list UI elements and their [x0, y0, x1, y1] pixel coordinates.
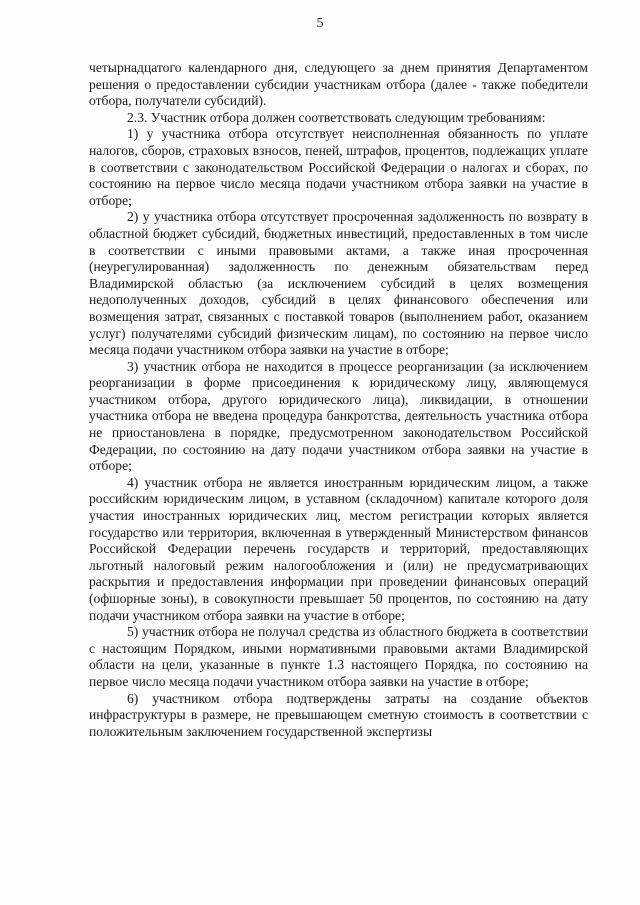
paragraph-item-1: 1) у участника отбора отсутствует неисполненная обязанность по уплате налогов, сборов, страховых взносов, пеней, штрафов, процентов, подлежащих уплате в соответствии с законодательством Российской Федерации о налогах и сборах, по состоянию на первое число месяца подачи участником отбора заявки на участие в отборе;	[89, 126, 588, 208]
paragraph-continuation: четырнадцатого календарного дня, следующего за днем принятия Департаментом решения о предоставлении субсидии участникам отбора (далее - также победители отбора, получатели субсидий).	[89, 60, 588, 109]
paragraph-item-4: 4) участник отбора не является иностранным юридическим лицом, а также российским юридическим лицом, в уставном (складочном) капитале которого доля участия иностранных юридических лиц, местом регистрации которых является государство или территория, включенная в утвержденный Министерством финансов Российской Федерации перечень государств и территорий, предоставляющих льготный налоговый режим налогообложения и (или) не предусматривающих раскрытия и предоставления информации при проведении финансовых операций (офшорные зоны), в совокупности превышает 50 процентов, по состоянию на дату подачи участником отбора заявки на участие в отборе;	[89, 474, 588, 623]
paragraph-section-2-3: 2.3. Участник отбора должен соответствовать следующим требованиям:	[127, 109, 546, 125]
page-number: 5	[316, 16, 324, 31]
paragraph-item-2: 2) у участника отбора отсутствует просроченная задолженность по возврату в областной бюджет субсидий, бюджетных инвестиций, предоставленных в том числе в соответствии с иными правовыми актами, а также иная просроченная (неурегулированная) задолженность по денежным обязательствам перед Владимирской областью (за исключением субсидий в целях возмещения недополученных доходов, субсидий в целях финансового обеспечения или возмещения затрат, связанных с поставкой товаров (выполнением работ, оказанием услуг) получателями субсидий физическим лицам), по состоянию на первое число месяца подачи участником отбора заявки на участие в отборе;	[89, 209, 588, 358]
paragraph-item-6: 6) участником отбора подтверждены затраты на создание объектов инфраструктуры в размере, не превышающем сметную стоимость в соответствии с положительным заключением государственной экспертизы	[89, 690, 588, 739]
document-body	[89, 60, 588, 740]
paragraph-item-5: 5) участник отбора не получал средства из областного бюджета в соответствии с настоящим Порядком, иными нормативными правовыми актами Владимирской области на цели, указанные в пункте 1.3 настоящего Порядка, по состоянию на первое число месяца подачи участником отбора заявки на участие в отборе;	[89, 624, 588, 689]
paragraph-item-3: 3) участник отбора не находится в процессе реорганизации (за исключением реорганизации в форме присоединения к юридическому лицу, являющемуся участником отбора, другого юридического лица), ликвидации, в отношении участника отбора не введена процедура банкротства, деятельность участника отбора не приостановлена в порядке, предусмотренном законодательством Российской Федерации, по состоянию на дату подачи участником отбора заявки на участие в отборе;	[89, 358, 588, 474]
